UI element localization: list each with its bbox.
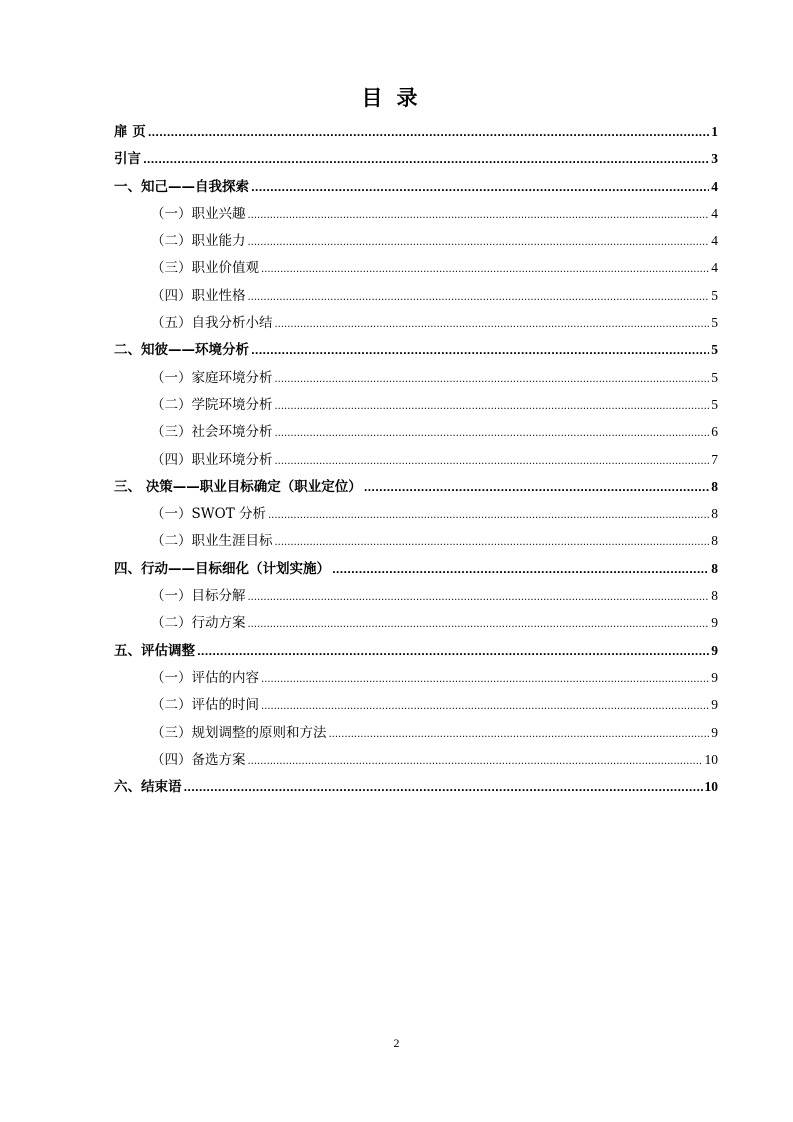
toc-entry-page: 5 bbox=[711, 396, 718, 412]
toc-entry[interactable] bbox=[114, 721, 718, 748]
toc-leader-dots bbox=[329, 725, 710, 741]
toc-leader-dots bbox=[248, 588, 710, 604]
toc-entry[interactable] bbox=[114, 666, 718, 693]
toc-entry-label: （三）社会环境分析 bbox=[151, 424, 273, 441]
toc-leader-dots bbox=[275, 397, 710, 413]
toc-entry[interactable] bbox=[114, 366, 718, 393]
toc-entry[interactable] bbox=[114, 584, 718, 611]
toc-entry-label: （一）家庭环境分析 bbox=[151, 369, 273, 386]
toc-entry-label: （二）学院环境分析 bbox=[151, 396, 273, 413]
toc-leader-dots bbox=[248, 288, 710, 304]
toc-leader-dots bbox=[184, 779, 703, 795]
toc-entry[interactable] bbox=[114, 393, 718, 420]
toc-entry[interactable] bbox=[114, 420, 718, 447]
toc-entry-label: 四、行动——目标细化（计划实施） bbox=[114, 560, 330, 577]
toc-entry-page: 8 bbox=[711, 588, 718, 604]
toc-entry-page: 7 bbox=[711, 451, 718, 467]
toc-entry-label: （三）职业价值观 bbox=[151, 260, 259, 277]
toc-entry-label: （二）职业生涯目标 bbox=[151, 533, 273, 550]
toc-entry-label: （一）职业兴趣 bbox=[151, 205, 246, 222]
toc-entry[interactable] bbox=[114, 256, 718, 283]
toc-leader-dots bbox=[248, 233, 710, 249]
toc-entry[interactable] bbox=[114, 448, 718, 475]
toc-entry[interactable] bbox=[114, 557, 718, 584]
toc-entry-page: 9 bbox=[711, 642, 718, 658]
toc-entry-page: 8 bbox=[711, 478, 718, 494]
toc-leader-dots bbox=[268, 506, 709, 522]
toc-leader-dots bbox=[275, 452, 710, 468]
table-of-contents bbox=[114, 120, 718, 802]
toc-entry-label: 一、知己——自我探索 bbox=[114, 178, 249, 195]
toc-entry-label: （二）行动方案 bbox=[151, 615, 246, 632]
toc-entry-page: 5 bbox=[711, 369, 718, 385]
toc-leader-dots bbox=[261, 670, 709, 686]
toc-entry-page: 10 bbox=[704, 779, 718, 795]
toc-entry[interactable] bbox=[114, 311, 718, 338]
toc-leader-dots bbox=[332, 561, 709, 577]
toc-entry-page: 10 bbox=[704, 751, 718, 767]
toc-entry-page: 9 bbox=[711, 697, 718, 713]
toc-entry-label: （一）目标分解 bbox=[151, 588, 246, 605]
toc-leader-dots bbox=[275, 424, 710, 440]
toc-leader-dots bbox=[275, 315, 710, 331]
toc-entry-page: 4 bbox=[711, 260, 718, 276]
toc-entry[interactable] bbox=[114, 611, 718, 638]
toc-leader-dots bbox=[261, 260, 709, 276]
toc-leader-dots bbox=[364, 479, 710, 495]
toc-entry[interactable] bbox=[114, 202, 718, 229]
toc-entry-page: 5 bbox=[711, 342, 718, 358]
toc-leader-dots bbox=[261, 697, 709, 713]
toc-entry-page: 4 bbox=[711, 233, 718, 249]
toc-entry-page: 8 bbox=[711, 506, 718, 522]
toc-leader-dots bbox=[248, 615, 710, 631]
page-number: 2 bbox=[393, 1036, 400, 1050]
toc-entry-label: 五、评估调整 bbox=[114, 642, 195, 659]
toc-entry[interactable] bbox=[114, 229, 718, 256]
toc-leader-dots bbox=[251, 179, 709, 195]
toc-entry-label: （一）评估的内容 bbox=[151, 669, 259, 686]
toc-entry-page: 5 bbox=[711, 315, 718, 331]
toc-entry-label: 引言 bbox=[114, 151, 141, 168]
toc-entry-page: 4 bbox=[711, 178, 718, 194]
toc-entry[interactable] bbox=[114, 175, 718, 202]
toc-entry-label: （一）SWOT 分析 bbox=[151, 506, 266, 523]
toc-entry-label: （四）职业环境分析 bbox=[151, 451, 273, 468]
toc-entry-label: 六、结束语 bbox=[114, 779, 182, 796]
toc-entry-label: （二）评估的时间 bbox=[151, 697, 259, 714]
toc-leader-dots bbox=[197, 643, 709, 659]
toc-entry-page: 9 bbox=[711, 615, 718, 631]
toc-entry-label: 扉 页 bbox=[114, 124, 146, 140]
toc-entry[interactable] bbox=[114, 338, 718, 365]
toc-entry[interactable] bbox=[114, 284, 718, 311]
toc-leader-dots bbox=[275, 533, 710, 549]
toc-entry[interactable] bbox=[114, 502, 718, 529]
toc-leader-dots bbox=[143, 151, 709, 167]
toc-entry[interactable] bbox=[114, 529, 718, 556]
toc-leader-dots bbox=[275, 370, 710, 386]
toc-entry[interactable] bbox=[114, 147, 718, 174]
toc-entry-page: 9 bbox=[711, 724, 718, 740]
toc-leader-dots bbox=[148, 124, 710, 140]
toc-entry-page: 9 bbox=[711, 669, 718, 685]
toc-leader-dots bbox=[248, 206, 710, 222]
toc-entry-label: （四）职业性格 bbox=[151, 287, 246, 304]
toc-entry-page: 8 bbox=[711, 533, 718, 549]
toc-entry[interactable] bbox=[114, 120, 718, 147]
toc-leader-dots bbox=[248, 752, 703, 768]
toc-entry-page: 5 bbox=[711, 287, 718, 303]
page-title: 目录 bbox=[361, 86, 432, 110]
toc-entry-page: 3 bbox=[711, 151, 718, 167]
toc-entry[interactable] bbox=[114, 748, 718, 775]
toc-entry[interactable] bbox=[114, 775, 718, 802]
toc-entry-label: 三、 决策——职业目标确定（职业定位） bbox=[114, 478, 362, 495]
toc-leader-dots bbox=[251, 342, 709, 358]
toc-entry-page: 1 bbox=[711, 124, 718, 139]
toc-entry-label: （五）自我分析小结 bbox=[151, 315, 273, 332]
toc-entry[interactable] bbox=[114, 475, 718, 502]
toc-entry-label: 二、知彼——环境分析 bbox=[114, 342, 249, 359]
toc-entry[interactable] bbox=[114, 639, 718, 666]
toc-entry-page: 8 bbox=[711, 560, 718, 576]
toc-entry-page: 6 bbox=[711, 424, 718, 440]
toc-entry-label: （四）备选方案 bbox=[151, 751, 246, 768]
toc-entry-page: 4 bbox=[711, 205, 718, 221]
toc-entry[interactable] bbox=[114, 693, 718, 720]
toc-entry-label: （二）职业能力 bbox=[151, 233, 246, 250]
toc-entry-label: （三）规划调整的原则和方法 bbox=[151, 724, 327, 741]
